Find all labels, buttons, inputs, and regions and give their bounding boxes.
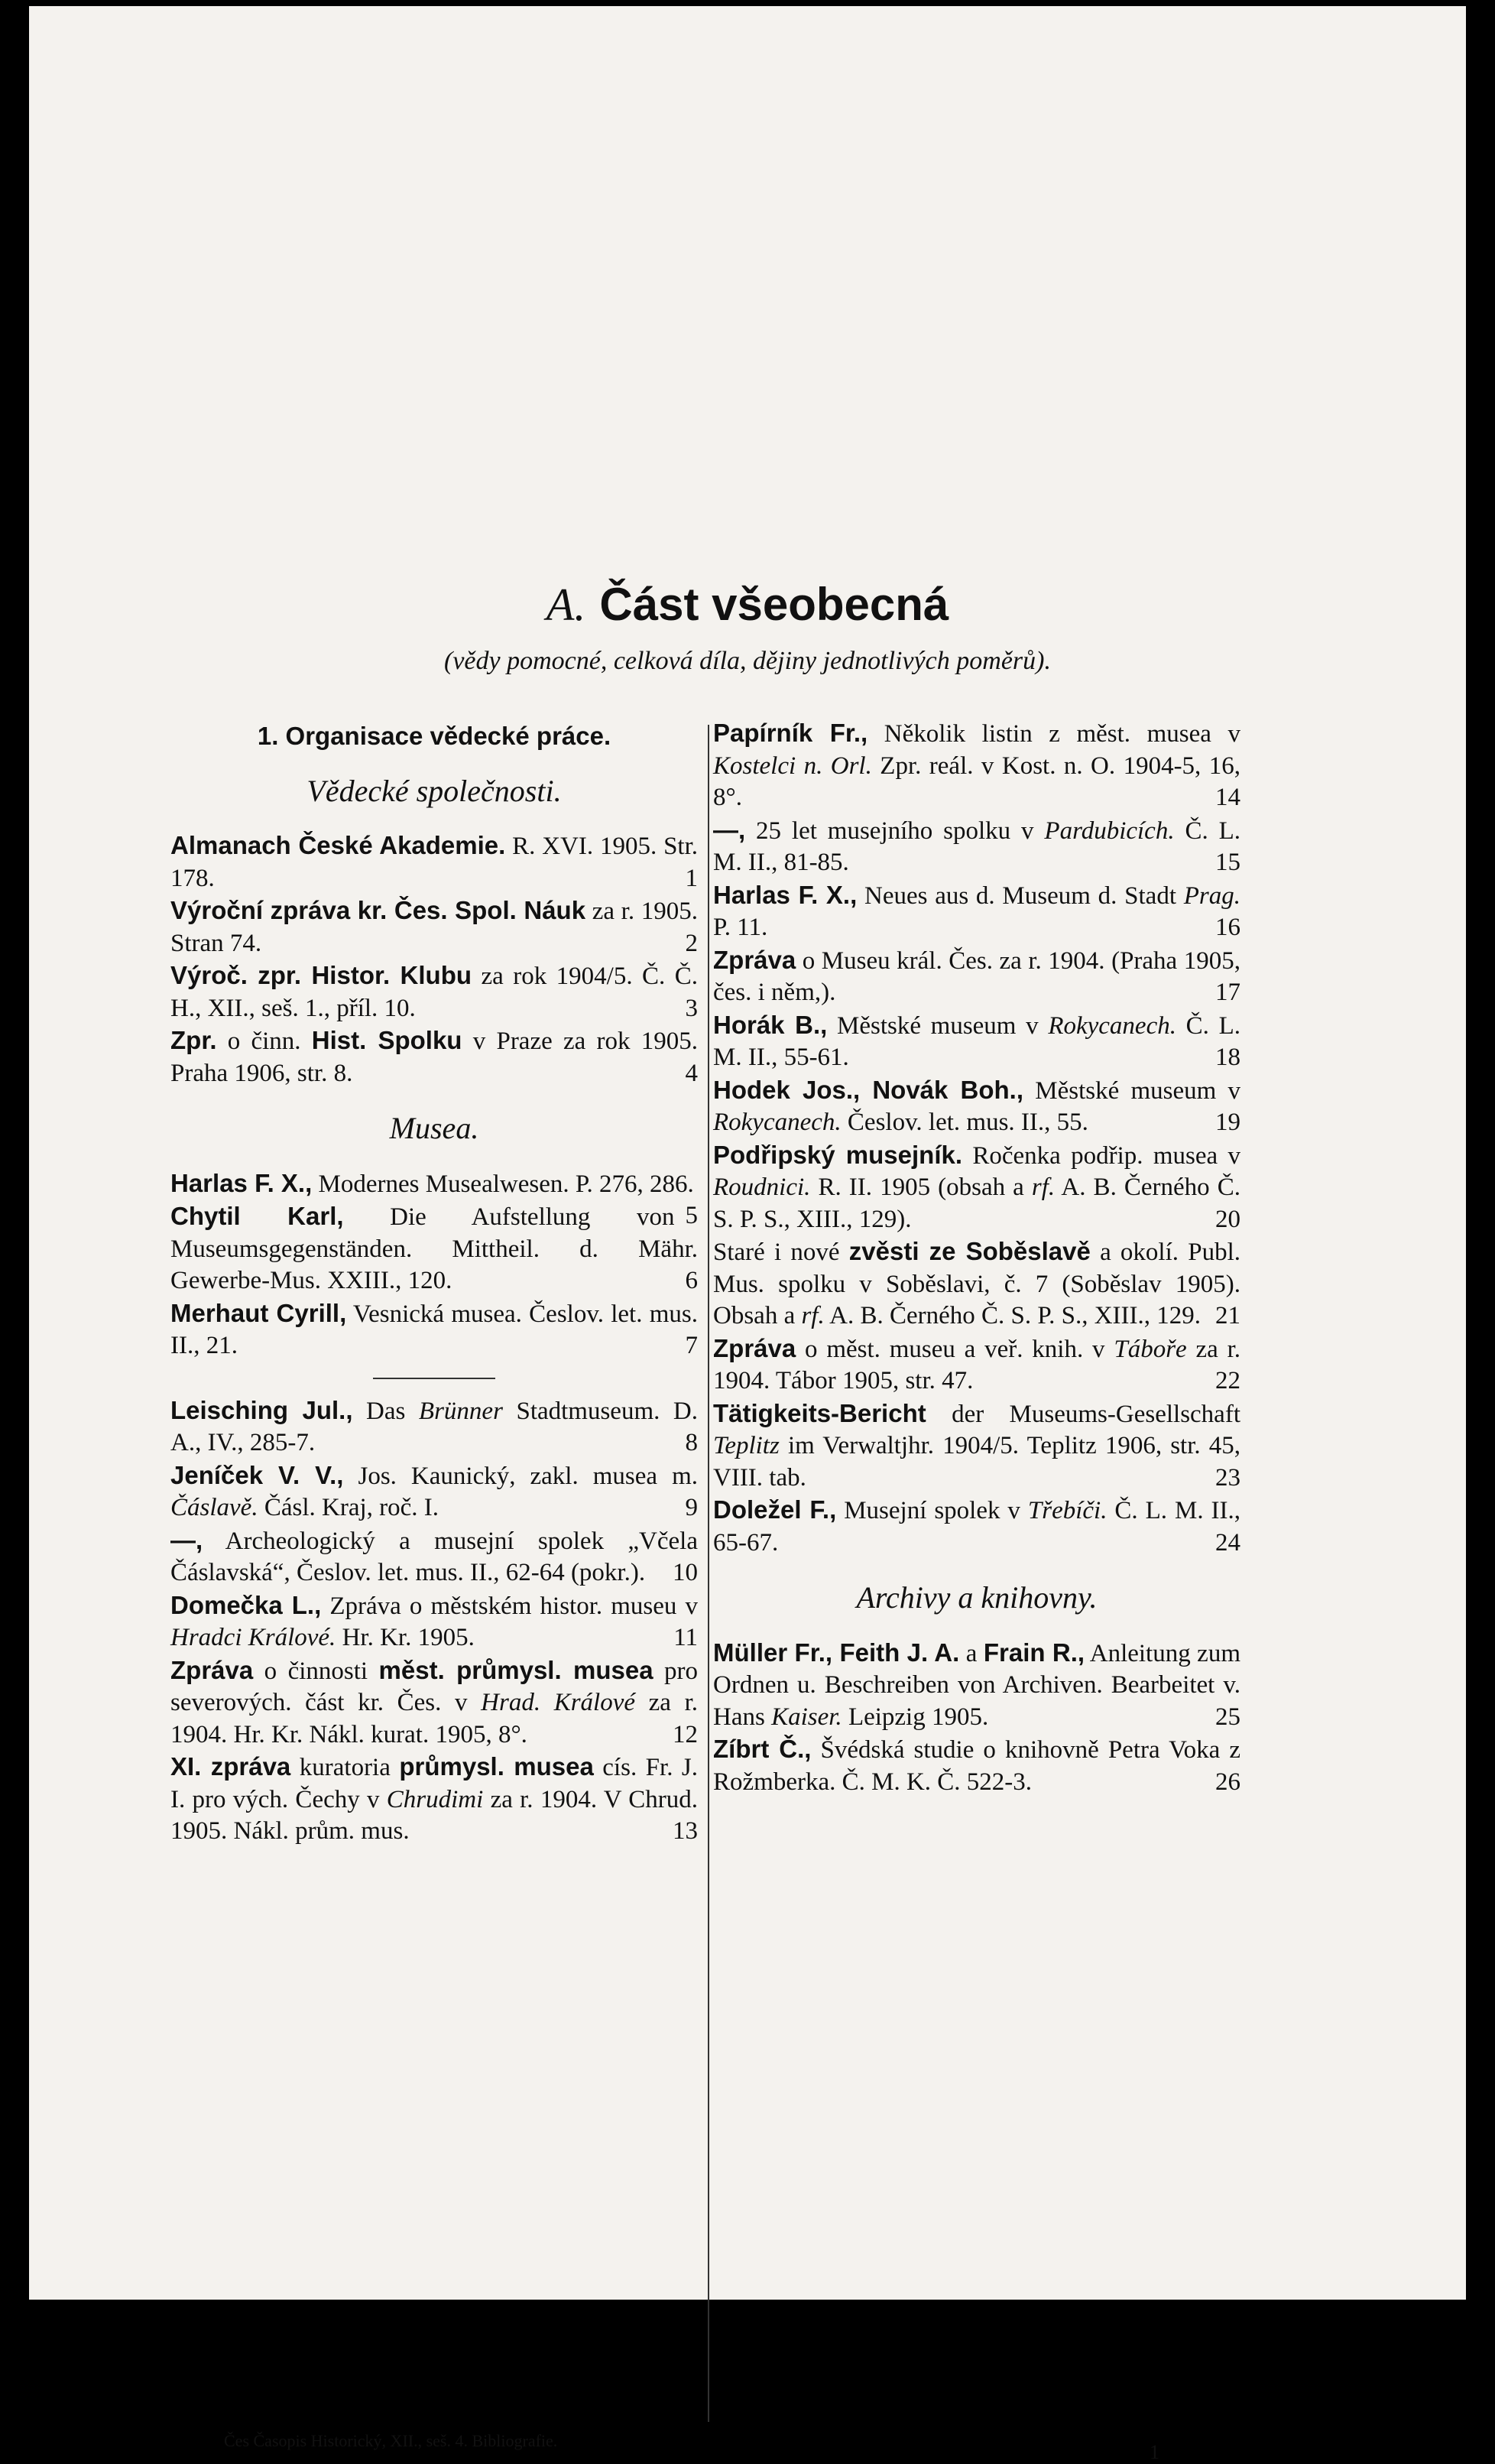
footer-source: Čes Časopis Historický, XII., seš. 4. Bibliografie. (224, 2431, 558, 2450)
right-column (713, 717, 1240, 1798)
section-title (29, 578, 1466, 631)
entry-21: Staré i nové zvěsti ze Soběslavě a okolí. Publ. Mus. spolku v Soběslavi, č. 7 (Soběslav 1905). Obsah a rf. A. B. Černého Č. S. P. S., XIII., 129. 21 (713, 1237, 1240, 1329)
entry-20: Podřipský musejník. Ročenka podřip. musea v Roudnici. R. II. 1905 (obsah a rf. A. B. Černého Č. S. P. S., XIII., 129). 20 (713, 1140, 1240, 1233)
entry-4: Zpr. o činn. Hist. Spolku v Praze za rok 1905. Praha 1906, str. 8. 4 (170, 1026, 698, 1087)
entry-17: Zpráva o Museu král. Čes. za r. 1904. (Praha 1905, čes. i něm,). 17 (713, 945, 1240, 1006)
entry-12: Zpráva o činnosti měst. průmysl. musea pro severových. část kr. Čes. v Hrad. Králové za r. 1904. Hr. Kr. Nákl. kurat. 1905, 8°. 12 (170, 1655, 698, 1748)
section-letter: A. (546, 579, 586, 630)
entry-26: Zíbrt Č., Švédská studie o knihovně Petra Voka z Rožmberka. Č. M. K. Č. 522-3. 26 (713, 1735, 1240, 1796)
page-sheet (29, 6, 1466, 2463)
entry-25: Müller Fr., Feith J. A. a Frain R., Anleitung zum Ordnen u. Beschreiben von Archiven. Bearbeitet v. Hans Kaiser. Leipzig 1905. 25 (713, 1638, 1240, 1731)
entry-14: Papírník Fr., Několik listin z měst. musea v Kostelci n. Orl. Zpr. reál. v Kost. n. O. 1904-5, 16, 8°. 14 (713, 719, 1240, 811)
short-divider-rule (373, 1378, 495, 1379)
section-title-text: Část všeobecná (599, 579, 949, 630)
entry-18: Horák B., Městské museum v Rokycanech. Č. L. M. II., 55-61. 18 (713, 1010, 1241, 1071)
page-number: 1 (1150, 2441, 1159, 2463)
entry-19: Hodek Jos., Novák Boh., Městské museum v Rokycanech. Česlov. let. mus. II., 55. 19 (713, 1075, 1240, 1136)
entry-6: Chytil Karl, Die Aufstellung von Museumsgegenständen. Mittheil. d. Mähr. Gewerbe-Mus. XXIII., 120. 6 (170, 1202, 698, 1294)
entry-2: Výroční zpráva kr. Čes. Spol. Náuk za r. 1905. Stran 74. 2 (170, 896, 698, 957)
entry-8: Leisching Jul., Das Brünner Stadtmuseum. D. A., IV., 285-7. 8 (170, 1395, 698, 1456)
entry-11: Domečka L., Zpráva o městském histor. museu v Hradci Králové. Hr. Kr. 1905. 11 (170, 1590, 698, 1651)
entry-10: —, Archeologický a musejní spolek „Včela Čáslavská“, Česlov. let. mus. II., 62-64 (pokr.). 10 (170, 1525, 698, 1586)
left-column (170, 717, 698, 1848)
entry-23: Tätigkeits-Bericht der Museums-Gesellschaft Teplitz im Verwaltjhr. 1904/5. Teplitz 1906, str. 45, VIII. tab. 23 (713, 1398, 1240, 1492)
entry-15: —, 25 let musejního spolku v Pardubicích. Č. L. M. II., 81-85. 15 (713, 815, 1240, 876)
entry-24: Doležel F., Musejní spolek v Třebíči. Č. L. M. II., 65-67. 24 (713, 1495, 1240, 1557)
entry-3: Výroč. zpr. Histor. Klubu za rok 1904/5. Č. Č. H., XII., seš. 1., příl. 10. 3 (170, 961, 698, 1022)
section-subtitle: (vědy pomocné, celková díla, dějiny jednotlivých poměrů). (444, 647, 1051, 675)
entry-5: Harlas F. X., Modernes Musealwesen. P. 276, 286. 5 (170, 1168, 698, 1229)
subheading-musea: Musea. (389, 1111, 479, 1145)
entry-16: Harlas F. X., Neues aus d. Museum d. Stadt Prag. P. 11. 16 (713, 880, 1240, 941)
heading-organisation: 1. Organisace vědecké práce. (257, 722, 611, 750)
entry-1: Almanach České Akademie. R. XVI. 1905. Str. 178. 1 (170, 831, 699, 892)
entry-7: Merhaut Cyrill, Vesnická musea. Česlov. let. mus. II., 21. 7 (170, 1298, 698, 1359)
subheading-archives: Archivy a knihovny. (856, 1580, 1098, 1615)
entry-9: Jeníček V. V., Jos. Kaunický, zakl. musea m. Čáslavě. Čásl. Kraj, roč. I. 9 (170, 1460, 698, 1521)
column-divider (708, 725, 709, 2422)
subheading-societies: Vědecké společnosti. (306, 773, 562, 808)
entry-13: XI. zpráva kuratoria průmysl. musea cís. Fr. J. I. pro vých. Čechy v Chrudimi za r. 1904. V Chrud. 1905. Nákl. prům. mus. 13 (170, 1752, 699, 1845)
entry-22: Zpráva o měst. museu a veř. knih. v Táboře za r. 1904. Tábor 1905, str. 47. 22 (713, 1333, 1241, 1394)
